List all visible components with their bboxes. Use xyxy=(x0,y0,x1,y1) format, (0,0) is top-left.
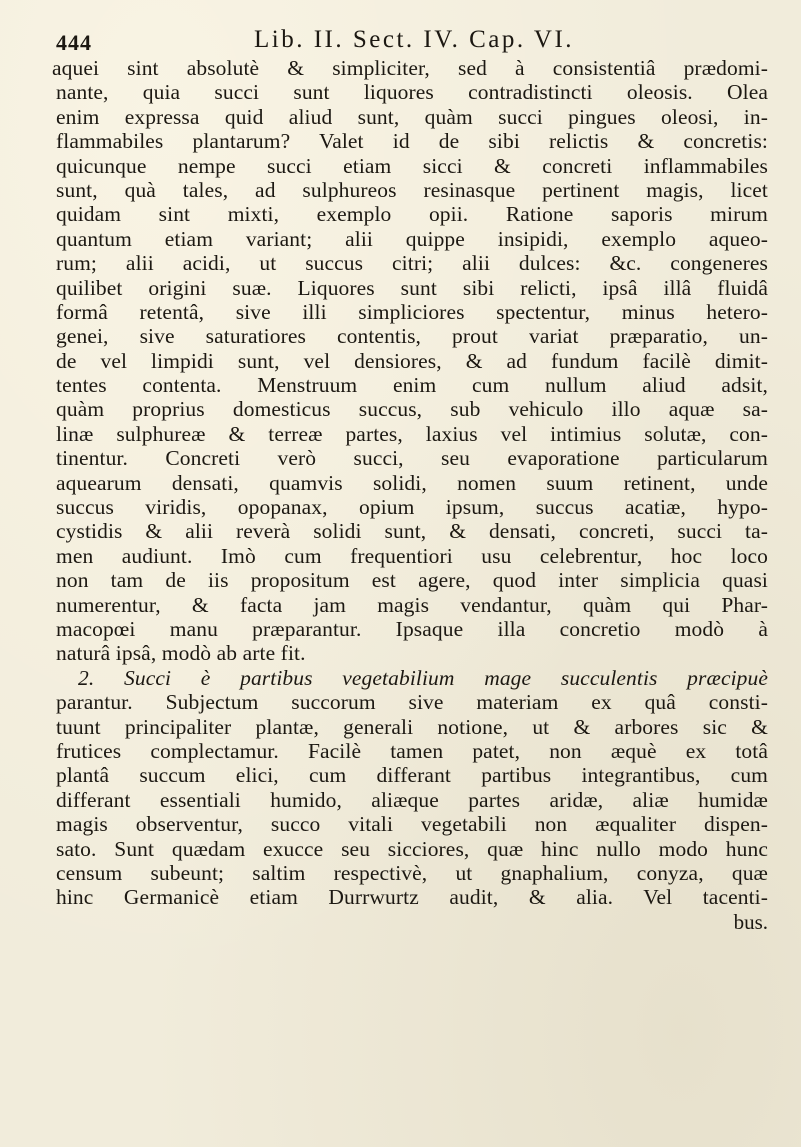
page-number: 444 xyxy=(56,30,92,55)
text-line: non tam de iis propositum est agere, quod inter simplicia quasi xyxy=(56,568,768,593)
text-line: plantâ succum elici, cum differant partibus integrantibus, cum xyxy=(56,763,768,788)
text-line: linæ sulphureæ & terreæ partes, laxius vel intimius solutæ, con- xyxy=(56,421,768,446)
book-page xyxy=(48,14,768,1134)
text-line: flammabiles plantarum? Valet id de sibi relictis & concretis: xyxy=(56,129,768,154)
text-line: formâ retentâ, sive illi simpliciores spectentur, minus hetero- xyxy=(56,299,768,324)
text-line: quilibet origini suæ. Liquores sunt sibi relicti, ipsâ illâ fluidâ xyxy=(56,275,768,300)
text-line: hinc Germanicè etiam Durrwurtz audit, & alia. Vel tacenti- xyxy=(56,885,768,910)
text-line: succus viridis, opopanax, opium ipsum, succus acatiæ, hypo- xyxy=(56,495,768,520)
text-line: cystidis & alii reverà solidi sunt, & densati, concreti, succi ta- xyxy=(56,519,768,544)
text-line: numerentur, & facta jam magis vendantur, quàm qui Phar- xyxy=(56,592,768,617)
text-line: tinentur. Concreti verò succi, seu evaporatione particularum xyxy=(56,446,768,471)
text-line: censum subeunt; saltim respectivè, ut gnaphalium, conyza, quæ xyxy=(56,860,768,885)
text-line: tentes contenta. Menstruum enim cum nullum aliud adsit, xyxy=(56,373,768,398)
text-line: sunt, quà tales, ad sulphureos resinasque pertinent magis, licet xyxy=(56,177,768,202)
text-line: naturâ ipsâ, modò ab arte fit. xyxy=(56,641,306,666)
text-line: nante, quia succi sunt liquores contradistincti oleosis. Olea xyxy=(56,80,768,105)
text-line: aquei sint absolutè & simpliciter, sed à consistentiâ prædomi- xyxy=(52,56,768,80)
section-heading-line: 2. Succi è partibus vegetabilium mage succulentis præcipuè xyxy=(78,665,768,690)
text-line: men audiunt. Imò cum frequentiori usu celebrentur, hoc loco xyxy=(56,543,768,568)
catchword-line xyxy=(48,910,768,934)
running-title: Lib. II. Sect. IV. Cap. VI. xyxy=(254,26,575,53)
text-line: rum; alii acidi, ut succus citri; alii dulces: &c. congeneres xyxy=(56,251,768,276)
text-line: parantur. Subjectum succorum sive materiam ex quâ consti- xyxy=(56,690,768,715)
text-line: quàm proprius domesticus succus, sub vehiculo illo aquæ sa- xyxy=(56,397,768,422)
text-line: de vel limpidi sunt, vel densiores, & ad fundum facilè dimit- xyxy=(56,348,768,373)
body-text xyxy=(48,56,768,934)
text-line: tuunt principaliter plantæ, generali notione, ut & arbores sic & xyxy=(56,714,768,739)
text-line: aquearum densati, quamvis solidi, nomen suum retinent, unde xyxy=(56,470,768,495)
text-line: quantum etiam variant; alii quippe insipidi, exemplo aqueo- xyxy=(56,226,768,251)
text-line: frutices complectamur. Facilè tamen patet, non æquè ex totâ xyxy=(56,738,768,763)
text-line: enim expressa quid aliud sunt, quàm succi pingues oleosi, in- xyxy=(56,104,768,129)
text-line: genei, sive saturatiores contentis, prout variat præparatio, un- xyxy=(56,324,768,349)
running-head xyxy=(48,14,768,58)
text-line: quidam sint mixti, exemplo opii. Ratione saporis mirum xyxy=(56,202,768,227)
text-line: macopœi manu præparantur. Ipsaque illa concretio modò à xyxy=(56,616,768,641)
catchword: bus. xyxy=(733,909,768,934)
text-line: magis observentur, succo vitali vegetabili non æqualiter dispen- xyxy=(56,812,768,837)
text-line: quicunque nempe succi etiam sicci & concreti inflammabiles xyxy=(56,153,768,178)
text-line: differant essentiali humido, aliæque partes aridæ, aliæ humidæ xyxy=(56,787,768,812)
text-line: sato. Sunt quædam exucce seu sicciores, quæ hinc nullo modo hunc xyxy=(56,836,768,861)
